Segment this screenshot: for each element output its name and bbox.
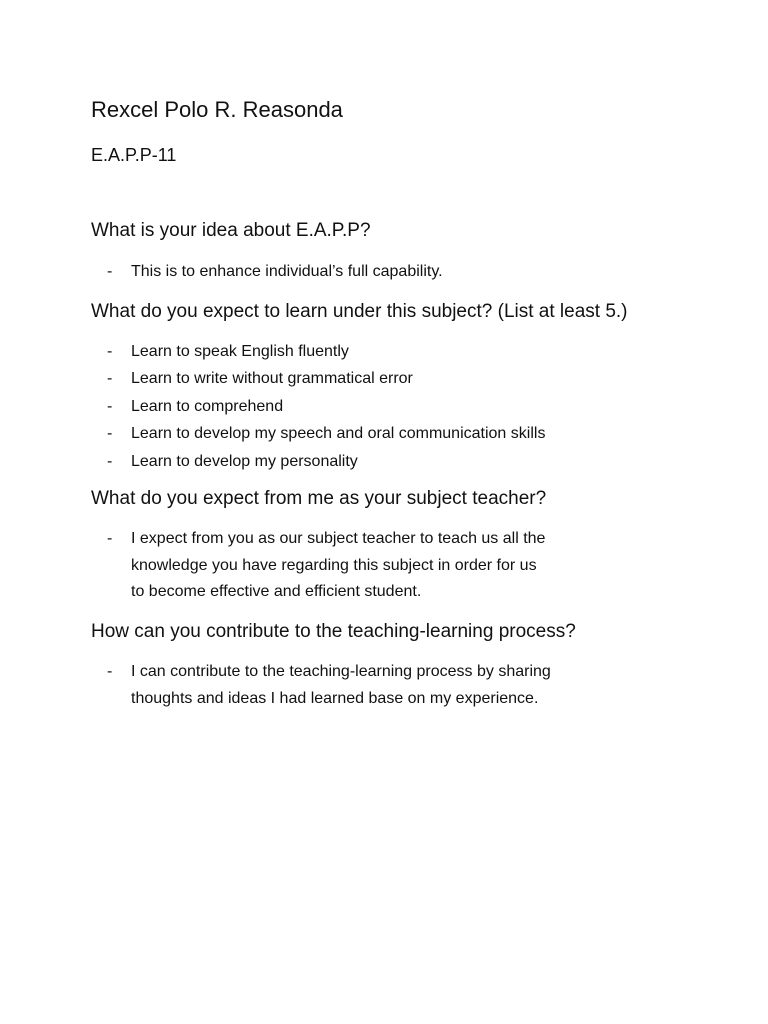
student-name: Rexcel Polo R. Reasonda: [91, 97, 343, 122]
answer-line: thoughts and ideas I had learned base on my experience.: [131, 689, 539, 707]
list-item: [107, 448, 545, 475]
bullet-dash: -: [107, 370, 113, 388]
answer-line: I expect from you as our subject teacher to teach us all the: [131, 530, 546, 547]
bullet-dash: -: [107, 397, 113, 415]
question-1: What is your idea about E.A.P.P?: [91, 220, 371, 241]
question-3: What do you expect from me as your subject teacher?: [91, 488, 547, 509]
course-code: E.A.P.P-11: [91, 145, 177, 165]
question-2: What do you expect to learn under this subject? (List at least 5.): [91, 301, 628, 322]
bullet-dash: -: [107, 452, 113, 470]
list-item-text: Learn to develop my speech and oral communication skills: [131, 425, 546, 443]
list-item: [107, 338, 545, 365]
bullet-dash: -: [107, 663, 113, 680]
list-item: [107, 365, 545, 392]
bullet-dash: -: [107, 263, 113, 280]
answer-line: to become effective and efficient student.: [131, 583, 422, 600]
list-item: [107, 393, 545, 420]
answer-paragraph-3: [107, 526, 545, 606]
answer-list-2: [107, 338, 545, 475]
answer-line: I can contribute to the teaching-learning process by sharing: [131, 663, 551, 680]
list-item: [107, 420, 545, 447]
answer-paragraph-4: [107, 659, 551, 712]
list-item-text: Learn to write without grammatical error: [131, 370, 413, 388]
question-4: How can you contribute to the teaching-learning process?: [91, 621, 576, 642]
list-item-text: This is to enhance individual’s full capability.: [131, 263, 443, 280]
list-item-text: Learn to comprehend: [131, 397, 284, 415]
bullet-dash: -: [107, 530, 113, 547]
answer-line: knowledge you have regarding this subject in order for us: [131, 556, 537, 574]
list-item-text: Learn to speak English fluently: [131, 343, 349, 360]
answer-list-1: [107, 258, 443, 285]
list-item-text: Learn to develop my personality: [131, 452, 358, 470]
list-item: [107, 258, 443, 285]
bullet-dash: -: [107, 425, 113, 443]
bullet-dash: -: [107, 343, 113, 360]
